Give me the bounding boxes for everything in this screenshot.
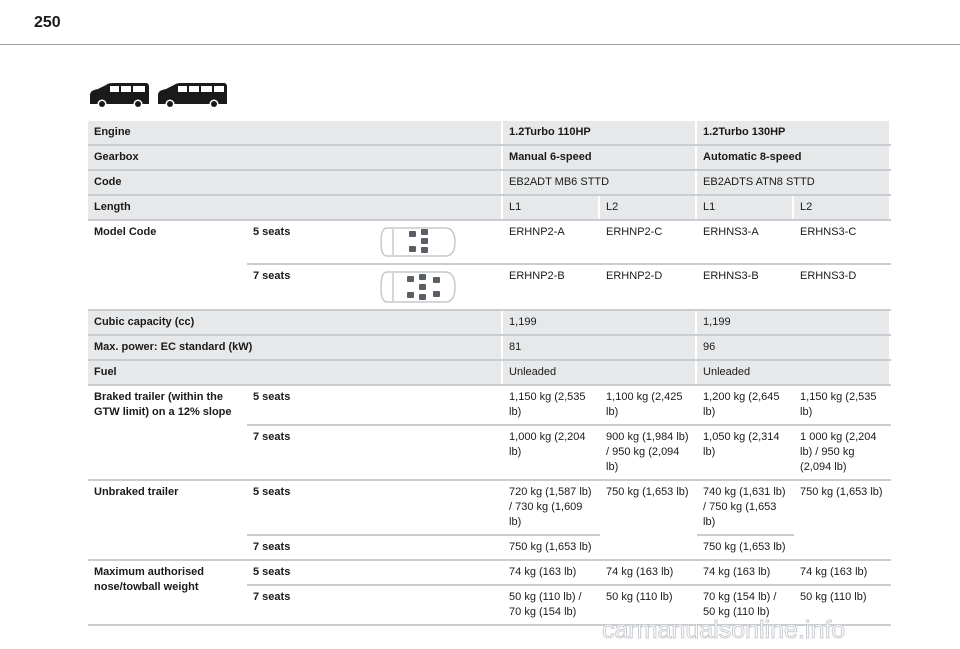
table-cell: 900 kg (1,984 lb) / 950 kg (2,094 lb)	[599, 425, 696, 480]
table-cell: 1,050 kg (2,314 lb)	[696, 425, 793, 480]
site-watermark	[598, 612, 928, 646]
seat-layout-cell	[372, 220, 502, 264]
specifications-table	[88, 121, 891, 626]
table-header: 1.2Turbo 130HP	[696, 121, 890, 145]
table-cell: 1,100 kg (2,425 lb)	[599, 385, 696, 425]
watermark-text: carmanualsonline.info	[602, 616, 846, 644]
seats-label: 5 seats	[246, 480, 502, 535]
table-row-code	[88, 170, 890, 195]
row-label: Unbraked trailer	[88, 480, 246, 560]
table-cell: L2	[793, 195, 890, 220]
table-cell: ERHNP2-C	[599, 220, 696, 264]
table-row-length	[88, 195, 890, 220]
table-cell: 81	[502, 335, 696, 360]
table-cell: 74 kg (163 lb)	[502, 560, 599, 585]
seat-layout-7-icon	[379, 269, 465, 305]
table-cell: 1,150 kg (2,535 lb)	[502, 385, 599, 425]
table-row-fuel	[88, 360, 890, 385]
table-cell: EB2ADT MB6 STTD	[502, 170, 696, 195]
page-number: 250	[34, 14, 61, 31]
table-cell: 50 kg (110 lb)	[599, 585, 696, 625]
table-cell: ERHNS3-B	[696, 264, 793, 310]
table-cell: 50 kg (110 lb) / 70 kg (154 lb)	[502, 585, 599, 625]
table-cell: 750 kg (1,653 lb)	[502, 535, 599, 560]
seats-label: 7 seats	[246, 264, 372, 310]
row-label: Model Code	[88, 220, 246, 310]
table-cell: 750 kg (1,653 lb)	[793, 480, 890, 560]
table-cell: 750 kg (1,653 lb)	[599, 480, 696, 560]
table-cell: 1 000 kg (2,204 lb) / 950 kg (2,094 lb)	[793, 425, 890, 480]
seats-label: 5 seats	[246, 385, 502, 425]
table-cell: 720 kg (1,587 lb) / 730 kg (1,609 lb)	[502, 480, 599, 535]
table-row-model-5	[88, 220, 890, 264]
table-cell: 1,199	[696, 310, 890, 335]
row-label: Cubic capacity (cc)	[88, 310, 502, 335]
row-label: Fuel	[88, 360, 502, 385]
seat-layout-cell	[372, 264, 502, 310]
seats-label: 7 seats	[246, 425, 502, 480]
table-cell: L2	[599, 195, 696, 220]
table-header: 1.2Turbo 110HP	[502, 121, 696, 145]
table-cell: 50 kg (110 lb)	[793, 585, 890, 625]
row-label: Braked trailer (within the GTW limit) on a 12% slope	[88, 385, 246, 480]
table-cell: ERHNP2-B	[502, 264, 599, 310]
table-cell: 74 kg (163 lb)	[696, 560, 793, 585]
table-cell: Unleaded	[502, 360, 696, 385]
table-row-engine	[88, 121, 890, 145]
table-cell: 1,200 kg (2,645 lb)	[696, 385, 793, 425]
table-cell: L1	[696, 195, 793, 220]
table-row-towball-5	[88, 560, 890, 585]
vehicle-icons	[88, 82, 228, 108]
seats-label: 5 seats	[246, 560, 502, 585]
table-cell: L1	[502, 195, 599, 220]
table-cell: 740 kg (1,631 lb) / 750 kg (1,653 lb)	[696, 480, 793, 535]
van-short-icon	[90, 83, 149, 108]
table-cell: 74 kg (163 lb)	[793, 560, 890, 585]
table-cell: ERHNS3-C	[793, 220, 890, 264]
row-label: Gearbox	[88, 145, 502, 170]
row-label: Length	[88, 195, 502, 220]
row-label: Max. power: EC standard (kW)	[88, 335, 502, 360]
row-label: Maximum authorised nose/towball weight	[88, 560, 246, 625]
table-header: Automatic 8-speed	[696, 145, 890, 170]
van-long-icon	[158, 83, 227, 108]
table-cell: 70 kg (154 lb) / 50 kg (110 lb)	[696, 585, 793, 625]
table-cell: 750 kg (1,653 lb)	[696, 535, 793, 560]
table-cell: ERHNP2-A	[502, 220, 599, 264]
table-cell: 96	[696, 335, 890, 360]
table-row-unbraked-5	[88, 480, 890, 535]
table-cell: 1,000 kg (2,204 lb)	[502, 425, 599, 480]
table-cell: ERHNS3-A	[696, 220, 793, 264]
seats-label: 7 seats	[246, 535, 502, 560]
seats-label: 7 seats	[246, 585, 502, 625]
row-label: Code	[88, 170, 502, 195]
table-cell: ERHNP2-D	[599, 264, 696, 310]
header-divider	[0, 44, 960, 45]
table-cell: 74 kg (163 lb)	[599, 560, 696, 585]
table-row-max-power	[88, 335, 890, 360]
table-cell: ERHNS3-D	[793, 264, 890, 310]
seats-label: 5 seats	[246, 220, 372, 264]
table-cell: 1,199	[502, 310, 696, 335]
seat-layout-5-icon	[379, 225, 465, 259]
table-row-cubic-capacity	[88, 310, 890, 335]
table-cell: Unleaded	[696, 360, 890, 385]
table-cell: EB2ADTS ATN8 STTD	[696, 170, 890, 195]
table-row-braked-5	[88, 385, 890, 425]
table-row-gearbox	[88, 145, 890, 170]
table-header: Manual 6-speed	[502, 145, 696, 170]
table-cell: 1,150 kg (2,535 lb)	[793, 385, 890, 425]
row-label: Engine	[88, 121, 502, 145]
